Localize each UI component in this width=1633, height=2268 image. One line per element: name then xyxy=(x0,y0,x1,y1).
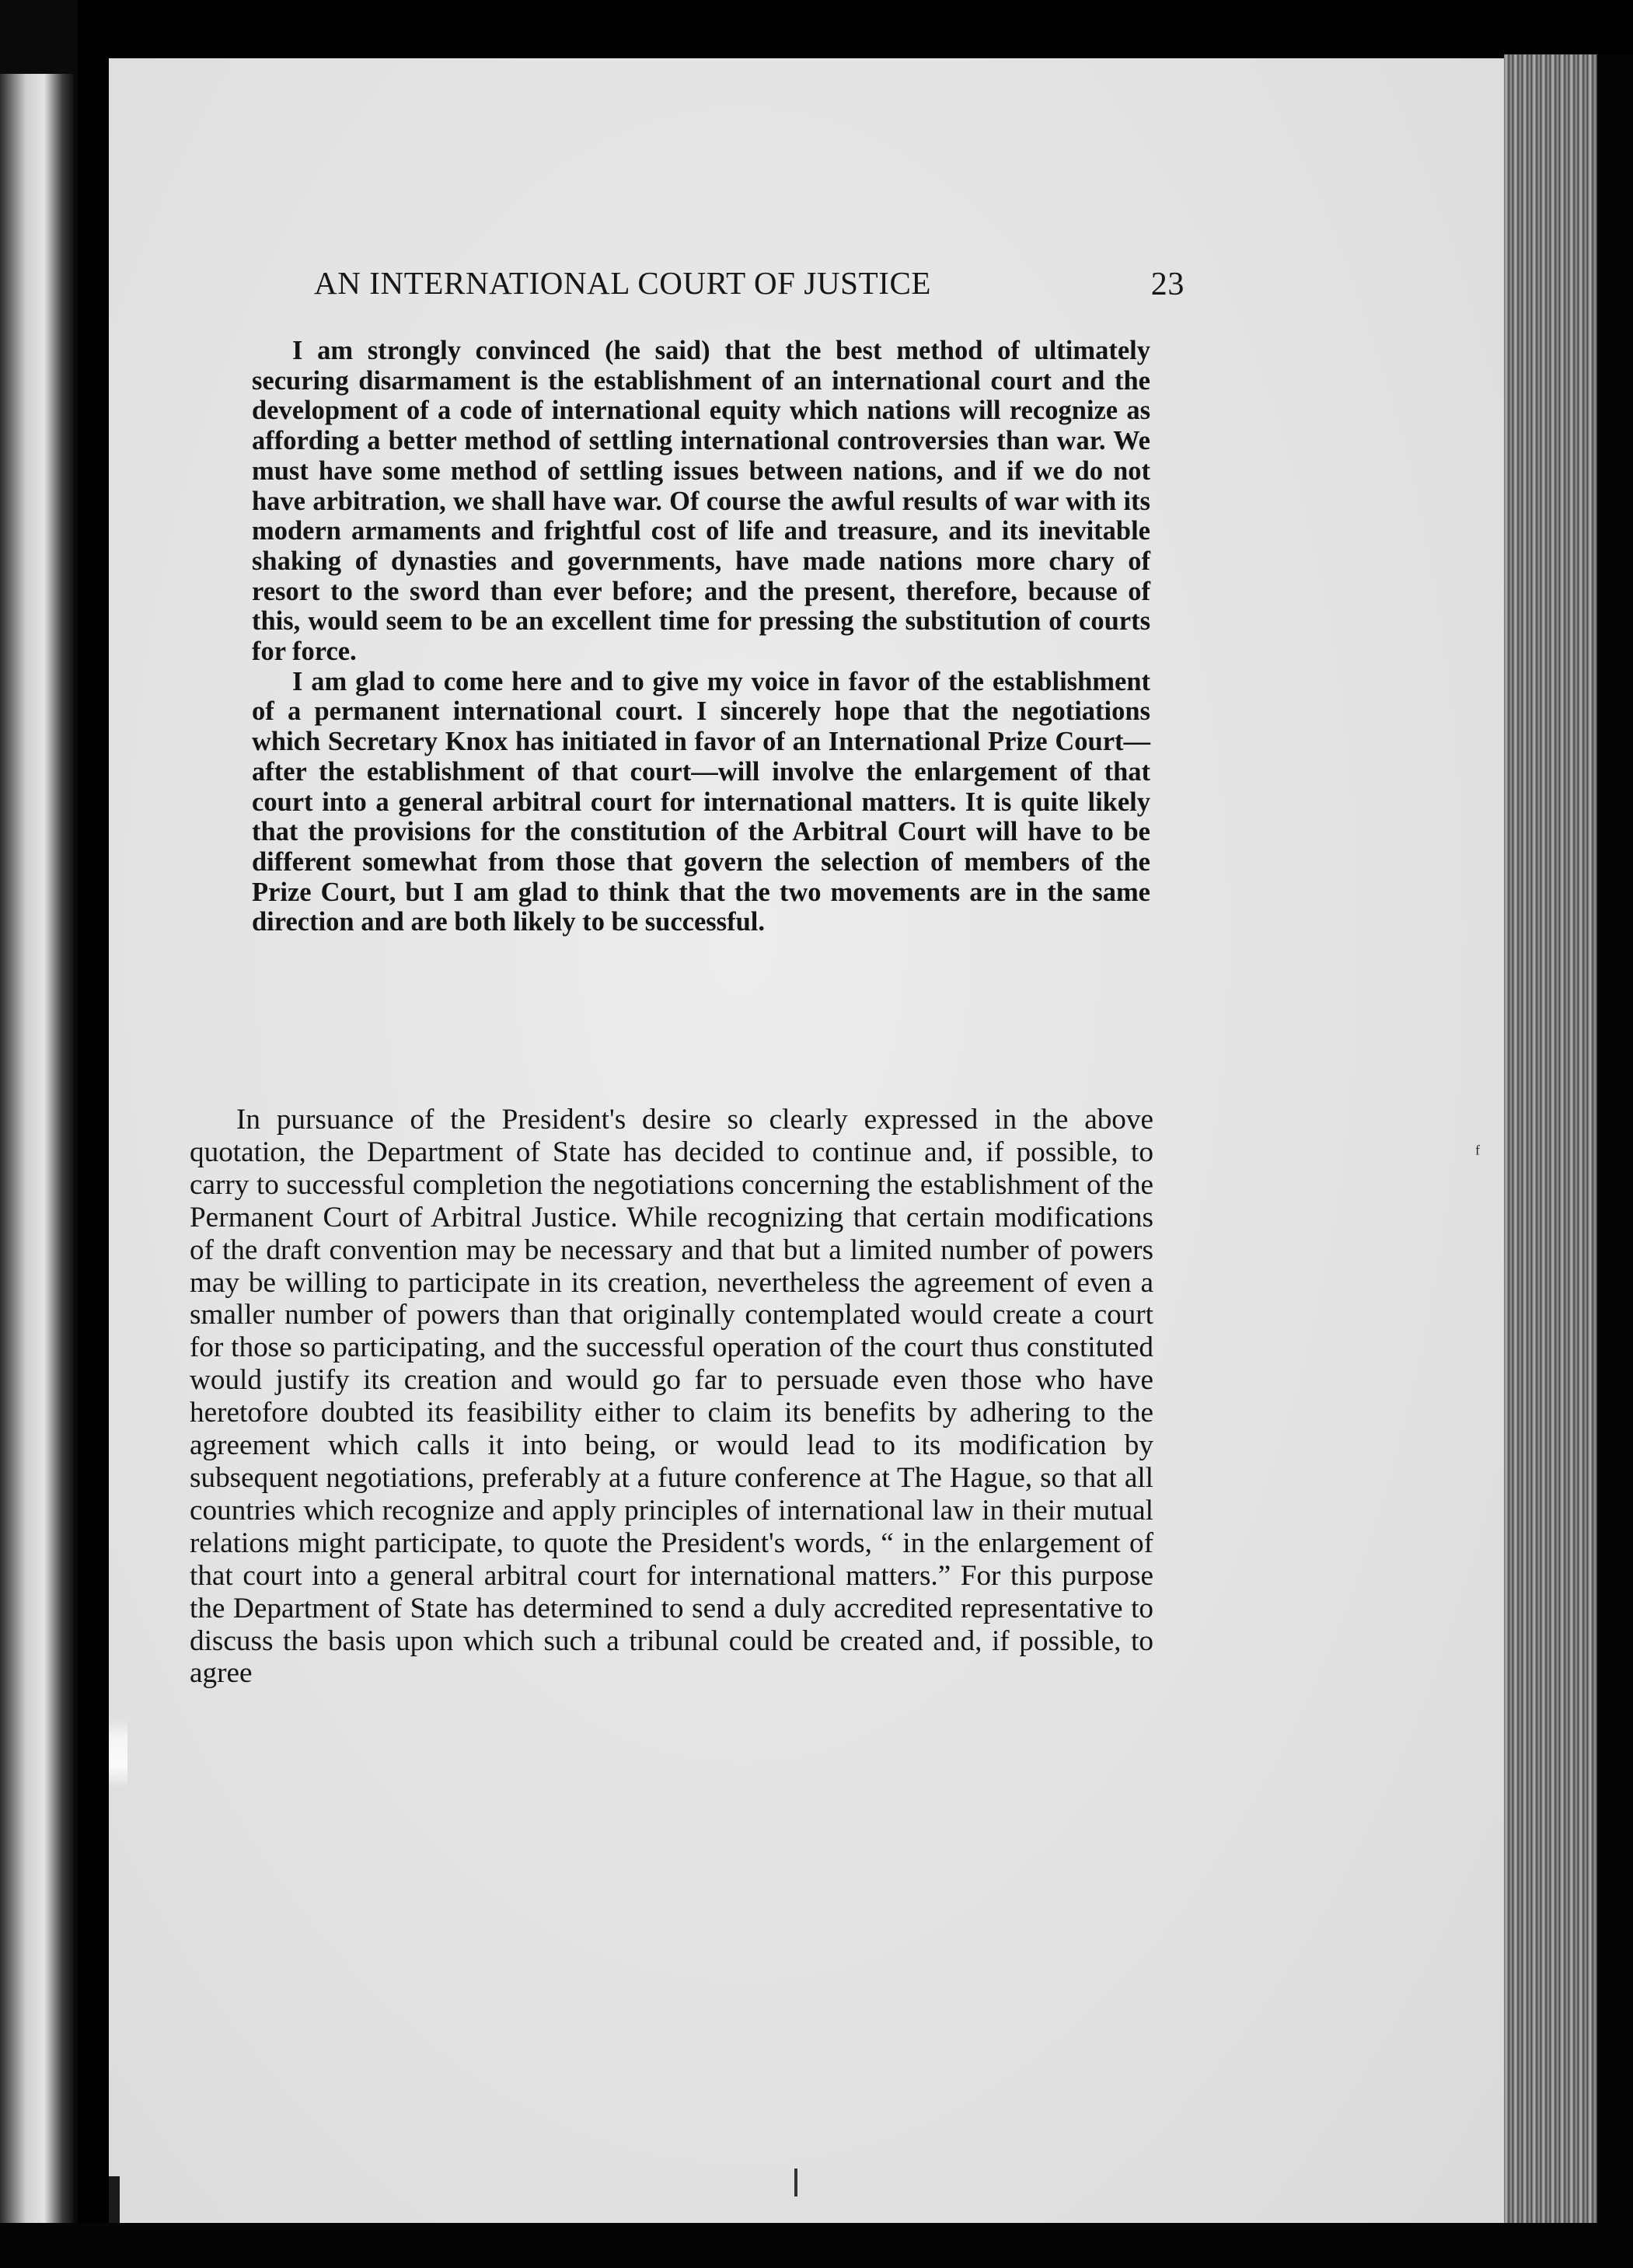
body-paragraph: In pursuance of the President's desire so clearly expressed in the above quotation, the Department of State has decided to continue and, if possible, to carry to successful completion the negotiations concerning the establishment of the Permanent Court of Arbitral Justice. While recognizing that certain modifications of the draft convention may be necessary and that but a limited number of powers may be willing to participate in its creation, nevertheless the agreement of even a smaller number of powers than that originally contemplated would create a court for those so participating, and the successful operation of the court thus constituted would justify its creation and would go far to persuade even those who have heretofore doubted its feasibility either to claim its benefits by adhering to the agreement which calls it into being, or would lead to its modification by subsequent negotiations, preferably at a future conference at The Hague, so that all countries which recognize and apply principles of international law in their mutual relations might participate, to quote the President's words, “ in the enlargement of that court into a general arbitral court for international matters.” For this purpose the Department of State has determined to send a duly accredited representative to discuss the basis upon which such a tribunal could be created and, if possible, to agree xyxy=(190,1104,1153,1690)
facing-page-edge xyxy=(0,74,74,2227)
page-stack-edge xyxy=(1504,54,1597,2223)
page-number: 23 xyxy=(1150,267,1185,302)
scan-mark-corner xyxy=(109,2176,120,2223)
scan-mark-right: ᶠ xyxy=(1475,1141,1481,1167)
running-title: AN INTERNATIONAL COURT OF JUSTICE xyxy=(314,265,932,301)
quote-paragraph-2: I am glad to come here and to give my voice in favor of the establishment of a permanent international court. I sincerely hope that the negotiations which Secretary Knox has initiated in favor of an International Prize Court—after the establishment of that court—will involve the enlargement of that court into a general arbitral court for international matters. It is quite likely that the provisions for the constitution of the Arbitral Court will have to be different somewhat from those that govern the selection of members of the Prize Court, but I am glad to think that the two movements are in the same direction and are both likely to be successful. xyxy=(252,666,1150,937)
right-margin-dark xyxy=(1597,54,1633,2268)
scan-mark-bottom xyxy=(794,2169,797,2196)
scan-mark-left xyxy=(109,1718,127,1788)
block-quotation xyxy=(252,336,1150,937)
bottom-margin-dark xyxy=(0,2223,1633,2268)
body-text xyxy=(190,1104,1153,1690)
quote-paragraph-1: I am strongly convinced (he said) that the best method of ultimately securing disarmament is the establishment of an international court and the development of a code of international equity which nations will recognize as affording a better method of settling international controversies than war. We must have some method of settling issues between nations, and if we do not have arbitration, we shall have war. Of course the awful results of war with its modern armaments and frightful cost of life and treasure, and its inevitable shaking of dynasties and governments, have made nations more chary of resort to the sword than ever before; and the present, therefore, because of this, would seem to be an excellent time for pressing the substitution of courts for force. xyxy=(252,336,1150,667)
page-header xyxy=(314,264,1185,311)
